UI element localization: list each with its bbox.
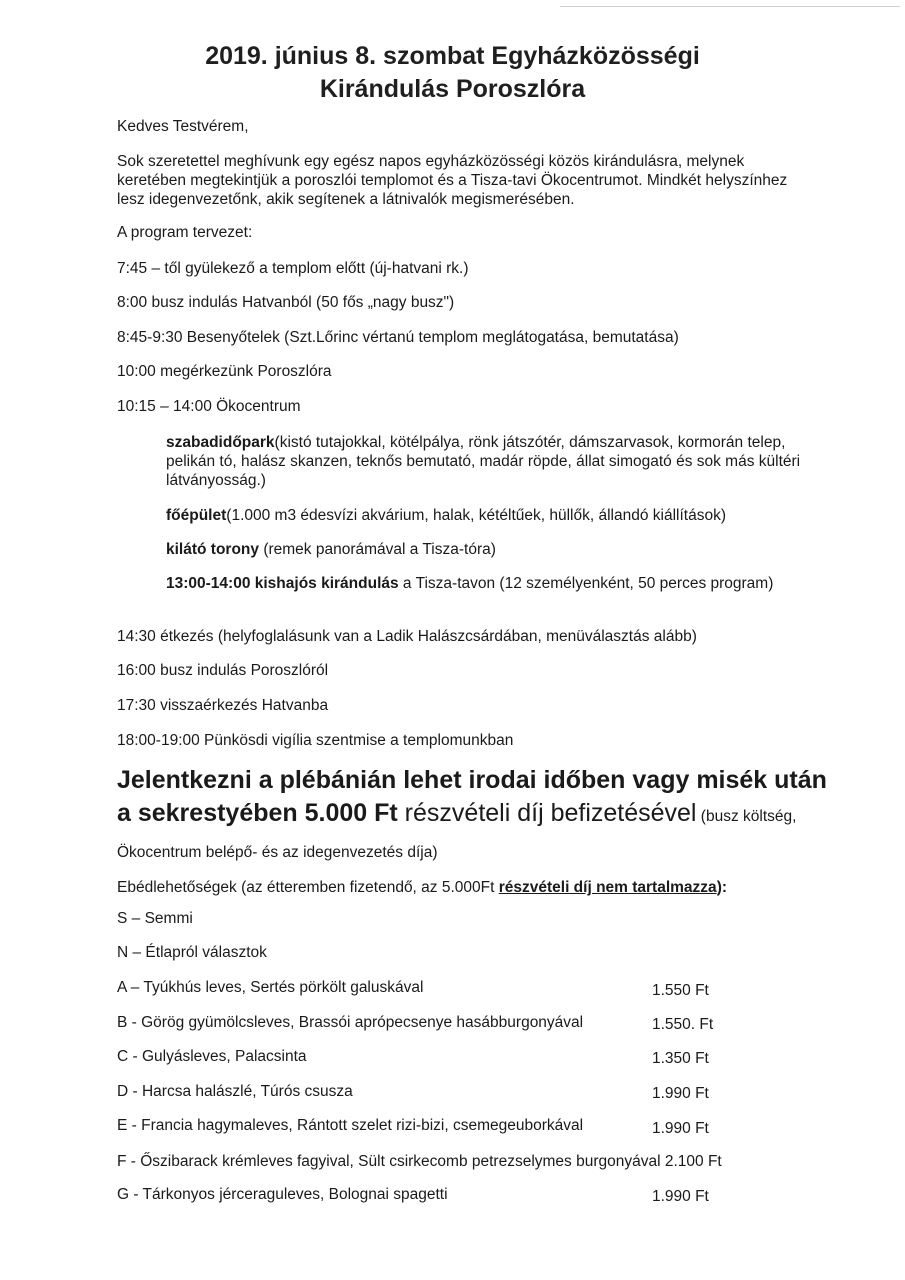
- schedule-item: 10:15 – 14:00 Ökocentrum: [117, 398, 301, 415]
- lunch-intro-end: ):: [716, 879, 728, 896]
- ecocenter-main-building: [166, 506, 726, 525]
- lunch-option: C - Gulyásleves, Palacsinta: [117, 1048, 307, 1065]
- title-line-1: 2019. június 8. szombat Egyházközösségi: [205, 42, 700, 70]
- schedule-item: 10:00 megérkezünk Poroszlóra: [117, 363, 332, 380]
- lunch-option: A – Tyúkhús leves, Sertés pörkölt galuskával: [117, 979, 424, 996]
- boat-trip-description: a Tisza-tavon (12 személyenként, 50 perces program): [398, 575, 774, 592]
- park-label: szabadidőpark: [166, 434, 275, 451]
- schedule-item: 8:00 busz indulás Hatvanból (50 fős „nagy busz"): [117, 294, 455, 311]
- schedule-item: 17:30 visszaérkezés Hatvanba: [117, 697, 329, 714]
- tower-label: kilátó torony: [166, 541, 260, 558]
- lunch-option-price: 1.350 Ft: [652, 1050, 709, 1067]
- schedule-item: 8:45-9:30 Besenyőtelek (Szt.Lőrinc vértanú templom meglátogatása, bemutatása): [117, 329, 679, 346]
- ecocenter-tower: [166, 540, 496, 559]
- lunch-option: S – Semmi: [117, 910, 193, 927]
- page-title: [0, 40, 905, 106]
- ecocenter-park: [166, 433, 816, 490]
- lunch-option: G - Tárkonyos jérceraguleves, Bolognai spagetti: [117, 1186, 448, 1203]
- signup-bold-text: Jelentkezni a plébánián lehet irodai időben vagy misék után a sekrestyében 5.000 Ft: [117, 766, 827, 827]
- lunch-option: N – Étlapról választok: [117, 944, 267, 961]
- lunch-option-price: 1.990 Ft: [652, 1085, 709, 1102]
- schedule-item: 16:00 busz indulás Poroszlóról: [117, 662, 329, 679]
- schedule-item: 18:00-19:00 Pünkösdi vigília szentmise a templomunkban: [117, 732, 514, 749]
- signup-fee-details: (busz költség, Ökocentrum belépő- és az idegenvezetés díja): [117, 808, 797, 861]
- park-description: (kistó tutajokkal, kötélpálya, rönk játszótér, dámszarvasok, kormorán telep, pelikán tó, halász skanzen, teknős bemutató, madár röpde, állat simogató és sok más kültéri látványosság.): [166, 434, 801, 489]
- program-heading: A program tervezet:: [117, 224, 253, 241]
- lunch-intro: [117, 878, 727, 897]
- signup-notice: [117, 764, 837, 869]
- tower-description: (remek panorámával a Tisza-tóra): [259, 541, 496, 558]
- main-building-label: főépület: [166, 507, 227, 524]
- greeting: Kedves Testvérem,: [117, 118, 249, 135]
- schedule-item: 7:45 – től gyülekező a templom előtt (új-hatvani rk.): [117, 260, 469, 277]
- lunch-option-price: 1.550 Ft: [652, 982, 709, 999]
- ecocenter-boat-trip: [166, 574, 786, 593]
- lunch-option-price: 1.990 Ft: [652, 1188, 709, 1205]
- schedule-item: 14:30 étkezés (helyfoglalásunk van a Ladik Halászcsárdában, menüválasztás alább): [117, 628, 697, 645]
- lunch-option: D - Harcsa halászlé, Túrós csusza: [117, 1083, 353, 1100]
- lunch-option-price: 1.990 Ft: [652, 1120, 709, 1137]
- intro-paragraph: Sok szeretettel meghívunk egy egész napos egyházközösségi közös kirándulásra, melynek keretében megtekintjük a poroszlói templomot és a Tisza-tavi Ökocentrumot. Mindkét helyszínhez lesz idegenvezetőnk, akik segítenek a látnivalók megismerésében.: [117, 153, 788, 208]
- title-line-2: Kirándulás Poroszlóra: [319, 75, 586, 103]
- lunch-intro-text: Ebédlehetőségek (az étteremben fizetendő, az 5.000Ft: [117, 879, 499, 896]
- boat-trip-label: 13:00-14:00 kishajós kirándulás: [166, 575, 399, 592]
- lunch-option: F - Őszibarack krémleves fagyival, Sült csirkecomb petrezselymes burgonyával 2.100 Ft: [117, 1153, 722, 1170]
- lunch-option: B - Görög gyümölcsleves, Brassói aprópecsenye hasábburgonyával: [117, 1014, 584, 1031]
- lunch-intro-underlined: részvételi díj nem tartalmazza: [498, 879, 717, 896]
- lunch-option-price: 1.550. Ft: [652, 1016, 714, 1033]
- signup-fee-text: részvételi díj befizetésével: [397, 799, 697, 827]
- main-building-description: (1.000 m3 édesvízi akvárium, halak, kétéltűek, hüllők, állandó kiállítások): [226, 507, 726, 524]
- lunch-option: E - Francia hagymaleves, Rántott szelet rizi-bizi, csemegeuborkával: [117, 1117, 584, 1134]
